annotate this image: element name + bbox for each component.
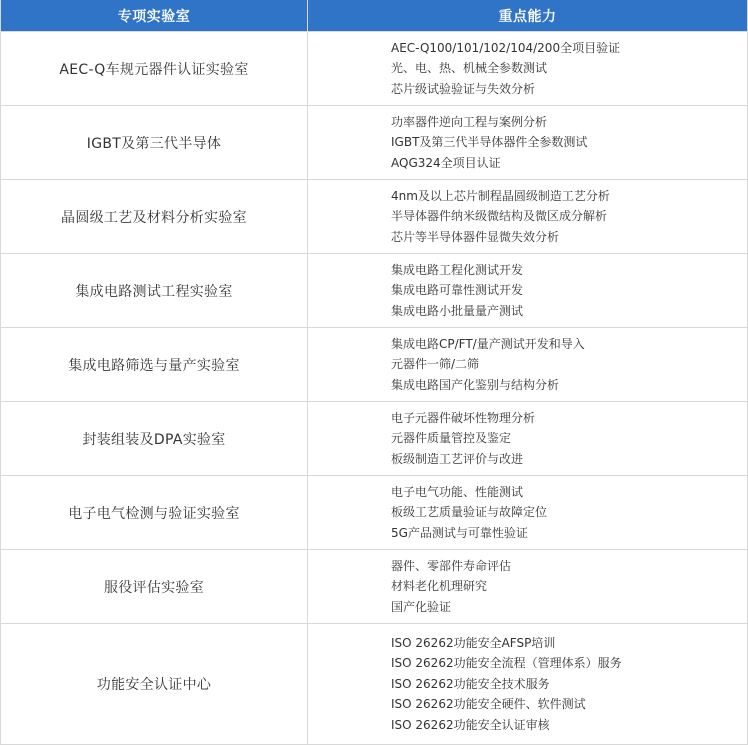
lab-name-cell: 封装组装及DPA实验室 <box>1 402 308 476</box>
capabilities-cell <box>308 550 748 624</box>
capability-item: ISO 26262功能安全认证审核 <box>391 717 550 732</box>
table-row <box>1 328 748 402</box>
capabilities-cell <box>308 180 748 254</box>
capability-item: 集成电路CP/FT/量产测试开发和导入 <box>391 336 585 351</box>
header-lab-column: 专项实验室 <box>1 0 308 32</box>
lab-name-cell: IGBT及第三代半导体 <box>1 106 308 180</box>
capability-item: 电子元器件破坏性物理分析 <box>391 410 536 425</box>
capabilities-cell <box>308 328 748 402</box>
capabilities-cell <box>308 254 748 328</box>
capability-item: 集成电路工程化测试开发 <box>391 262 524 277</box>
capabilities-cell <box>308 624 748 745</box>
lab-name-cell: 集成电路测试工程实验室 <box>1 254 308 328</box>
capability-item: 电子电气功能、性能测试 <box>391 484 524 499</box>
capabilities-cell <box>308 476 748 550</box>
capability-item: 材料老化机理研究 <box>391 579 488 594</box>
capability-item: 集成电路国产化鉴别与结构分析 <box>391 377 560 392</box>
table-row <box>1 476 748 550</box>
table-row <box>1 402 748 476</box>
capabilities-cell <box>308 32 748 106</box>
capability-item: 芯片级试验验证与失效分析 <box>391 81 536 96</box>
capability-item: 5G产品测试与可靠性验证 <box>391 525 528 540</box>
table-header <box>1 0 748 32</box>
capability-item: 功率器件逆向工程与案例分析 <box>391 114 548 129</box>
table-row <box>1 254 748 328</box>
capability-item: 元器件质量管控及鉴定 <box>391 431 512 446</box>
table-row <box>1 180 748 254</box>
capability-item: ISO 26262功能安全AFSP培训 <box>391 635 556 650</box>
capability-item: ISO 26262功能安全硬件、软件测试 <box>391 697 586 712</box>
header-row <box>1 0 748 32</box>
capability-item: 集成电路可靠性测试开发 <box>391 283 524 298</box>
lab-name-cell: AEC-Q车规元器件认证实验室 <box>1 32 308 106</box>
lab-name-cell: 功能安全认证中心 <box>1 624 308 745</box>
capability-item: ISO 26262功能安全流程（管理体系）服务 <box>391 656 622 671</box>
capability-item: 半导体器件纳米级微结构及微区成分解析 <box>391 209 608 224</box>
lab-name-cell: 电子电气检测与验证实验室 <box>1 476 308 550</box>
capability-item: 4nm及以上芯片制程晶圆级制造工艺分析 <box>391 188 610 203</box>
capability-item: 芯片等半导体器件显微失效分析 <box>391 229 560 244</box>
header-capabilities-column: 重点能力 <box>308 0 748 32</box>
table-row <box>1 624 748 745</box>
capabilities-cell <box>308 402 748 476</box>
capability-item: 板级工艺质量验证与故障定位 <box>391 505 548 520</box>
table-row <box>1 550 748 624</box>
table-row <box>1 32 748 106</box>
lab-name-cell: 服役评估实验室 <box>1 550 308 624</box>
capability-item: IGBT及第三代半导体器件全参数测试 <box>391 135 588 150</box>
capability-item: AEC-Q100/101/102/104/200全项目验证 <box>391 40 621 55</box>
capability-item: 板级制造工艺评价与改进 <box>391 451 524 466</box>
capability-item: ISO 26262功能安全技术服务 <box>391 676 550 691</box>
capabilities-cell <box>308 106 748 180</box>
capability-item: 国产化验证 <box>391 599 452 614</box>
lab-name-cell: 集成电路筛选与量产实验室 <box>1 328 308 402</box>
lab-name-cell: 晶圆级工艺及材料分析实验室 <box>1 180 308 254</box>
capability-item: 集成电路小批量量产测试 <box>391 303 524 318</box>
capability-item: 光、电、热、机械全参数测试 <box>391 61 548 76</box>
capability-item: 器件、零部件寿命评估 <box>391 558 512 573</box>
capability-item: AQG324全项目认证 <box>391 155 501 170</box>
capability-item: 元器件一筛/二筛 <box>391 357 480 372</box>
table-row <box>1 106 748 180</box>
table-body <box>1 32 748 745</box>
